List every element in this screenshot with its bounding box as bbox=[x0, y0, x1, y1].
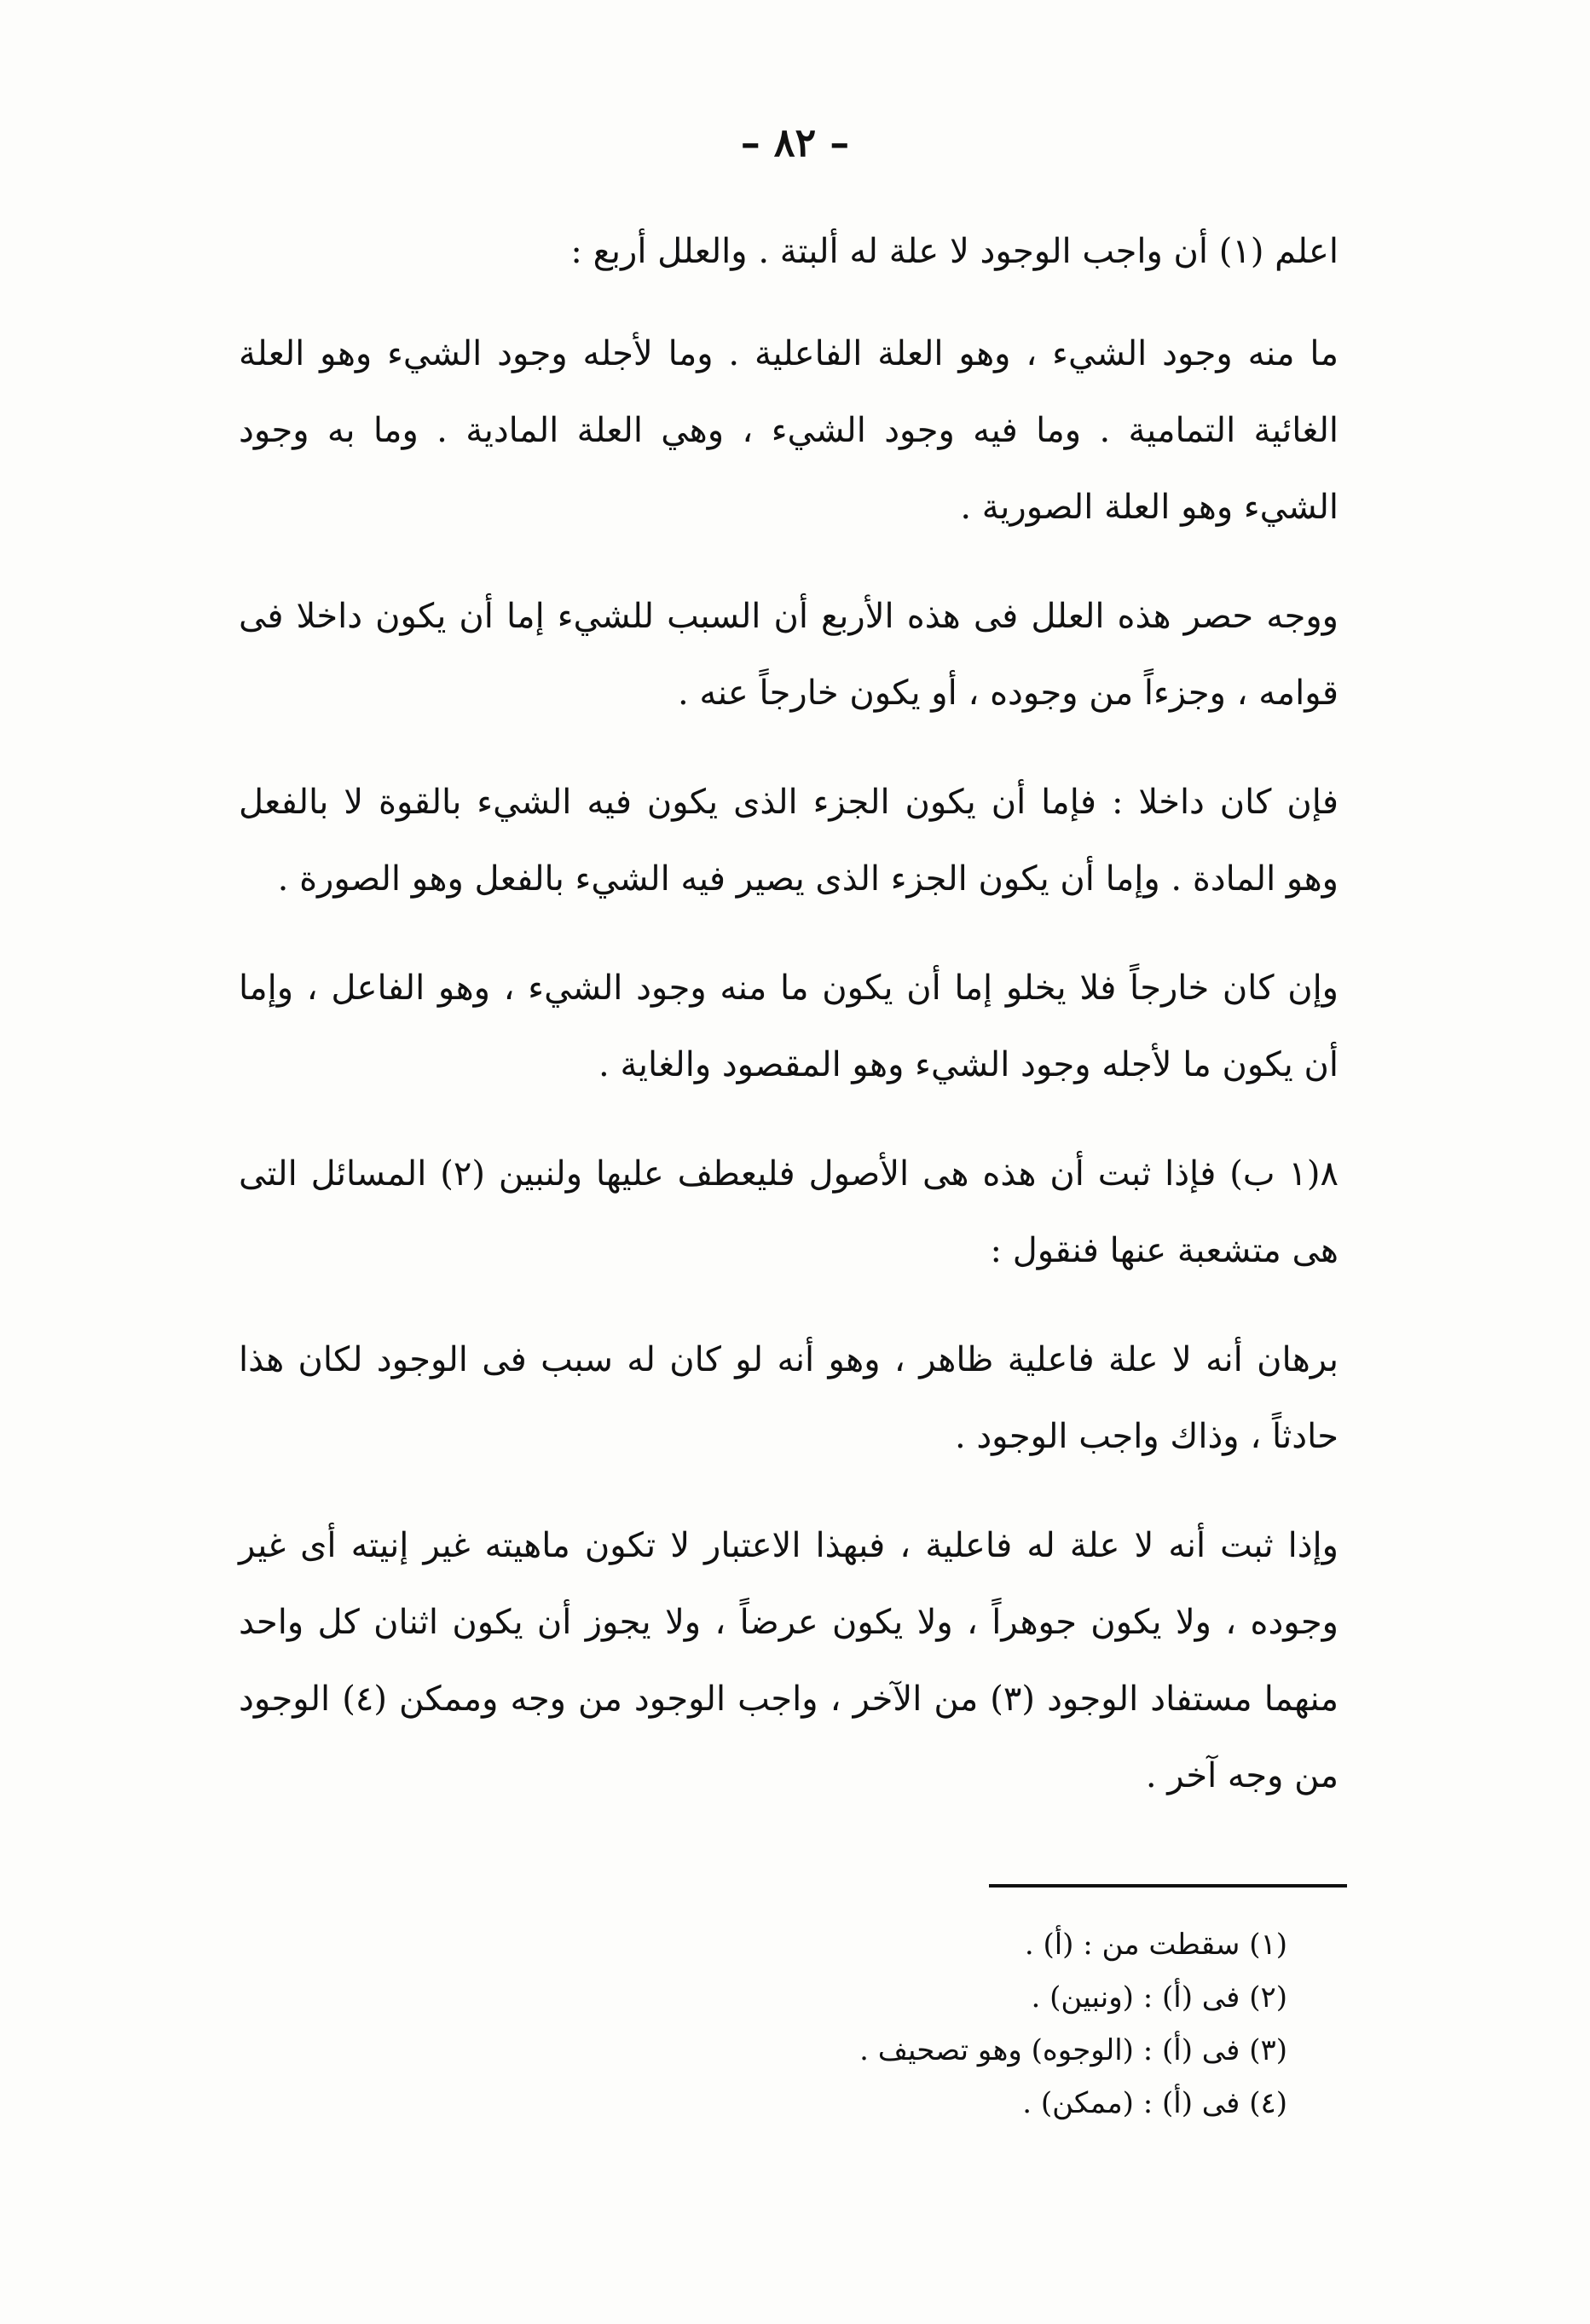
paragraph-1: اعلم (١) أن واجب الوجود لا علة له ألبتة . والعلل أربع : bbox=[570, 232, 1338, 271]
paragraph-8: وإذا ثبت أنه لا علة له فاعلية ، فبهذا الاعتبار لا تكون ماهيته غير إنيته أى غير وجوده ، ولا يكون جوهراً ، ولا يكون عرضاً ، ولا يجوز أن يكون اثنان كل واحد منهما مستفاد الوجود (٣) من الآخر ، واجب الوجود من وجه وممكن (٤) الوجود من وجه آخر . bbox=[239, 1526, 1339, 1795]
page-number: – ٨٢ – bbox=[740, 119, 850, 165]
footnote-1: (١) سقطت من : (أ) . bbox=[1024, 1928, 1287, 1962]
main-text bbox=[239, 213, 1338, 1847]
paragraph-7: برهان أنه لا علة فاعلية ظاهر ، وهو أنه لو كان له سبب فى الوجود لكان هذا حادثاً ، وذاك واجب الوجود . bbox=[239, 1340, 1338, 1456]
footnote-4: (٤) فى (أ) : (ممكن) . bbox=[1022, 2086, 1287, 2120]
footnote-2: (٢) فى (أ) : (ونبين) . bbox=[1031, 1980, 1287, 2015]
paragraph-3: ووجه حصر هذه العلل فى هذه الأربع أن السبب للشيء إما أن يكون داخلا فى قوامه ، وجزءاً من وجوده ، أو يكون خارجاً عنه . bbox=[239, 597, 1338, 713]
paragraph-5: وإن كان خارجاً فلا يخلو إما أن يكون ما منه وجود الشيء ، وهو الفاعل ، وإما أن يكون ما لأجله وجود الشيء وهو المقصود والغاية . bbox=[239, 968, 1338, 1084]
paragraph-6: ٨(١ ب) فإذا ثبت أن هذه هى الأصول فليعطف عليها ولنبين (٢) المسائل التى هى متشعبة عنها فنقول : bbox=[239, 1154, 1338, 1270]
footnote-divider bbox=[989, 1884, 1347, 1888]
footnotes bbox=[426, 1918, 1287, 2130]
footnote-3: (٣) فى (أ) : (الوجوه) وهو تصحيف . bbox=[859, 2033, 1287, 2067]
paragraph-4: فإن كان داخلا : فإما أن يكون الجزء الذى يكون فيه الشيء بالقوة لا بالفعل وهو المادة . وإما أن يكون الجزء الذى يصير فيه الشيء بالفعل وهو الصورة . bbox=[239, 783, 1338, 899]
paragraph-2: ما منه وجود الشيء ، وهو العلة الفاعلية . وما لأجله وجود الشيء وهو العلة الغائية التمامية . وما فيه وجود الشيء ، وهي العلة المادية . وما به وجود الشيء وهو العلة الصورية . bbox=[239, 334, 1338, 527]
